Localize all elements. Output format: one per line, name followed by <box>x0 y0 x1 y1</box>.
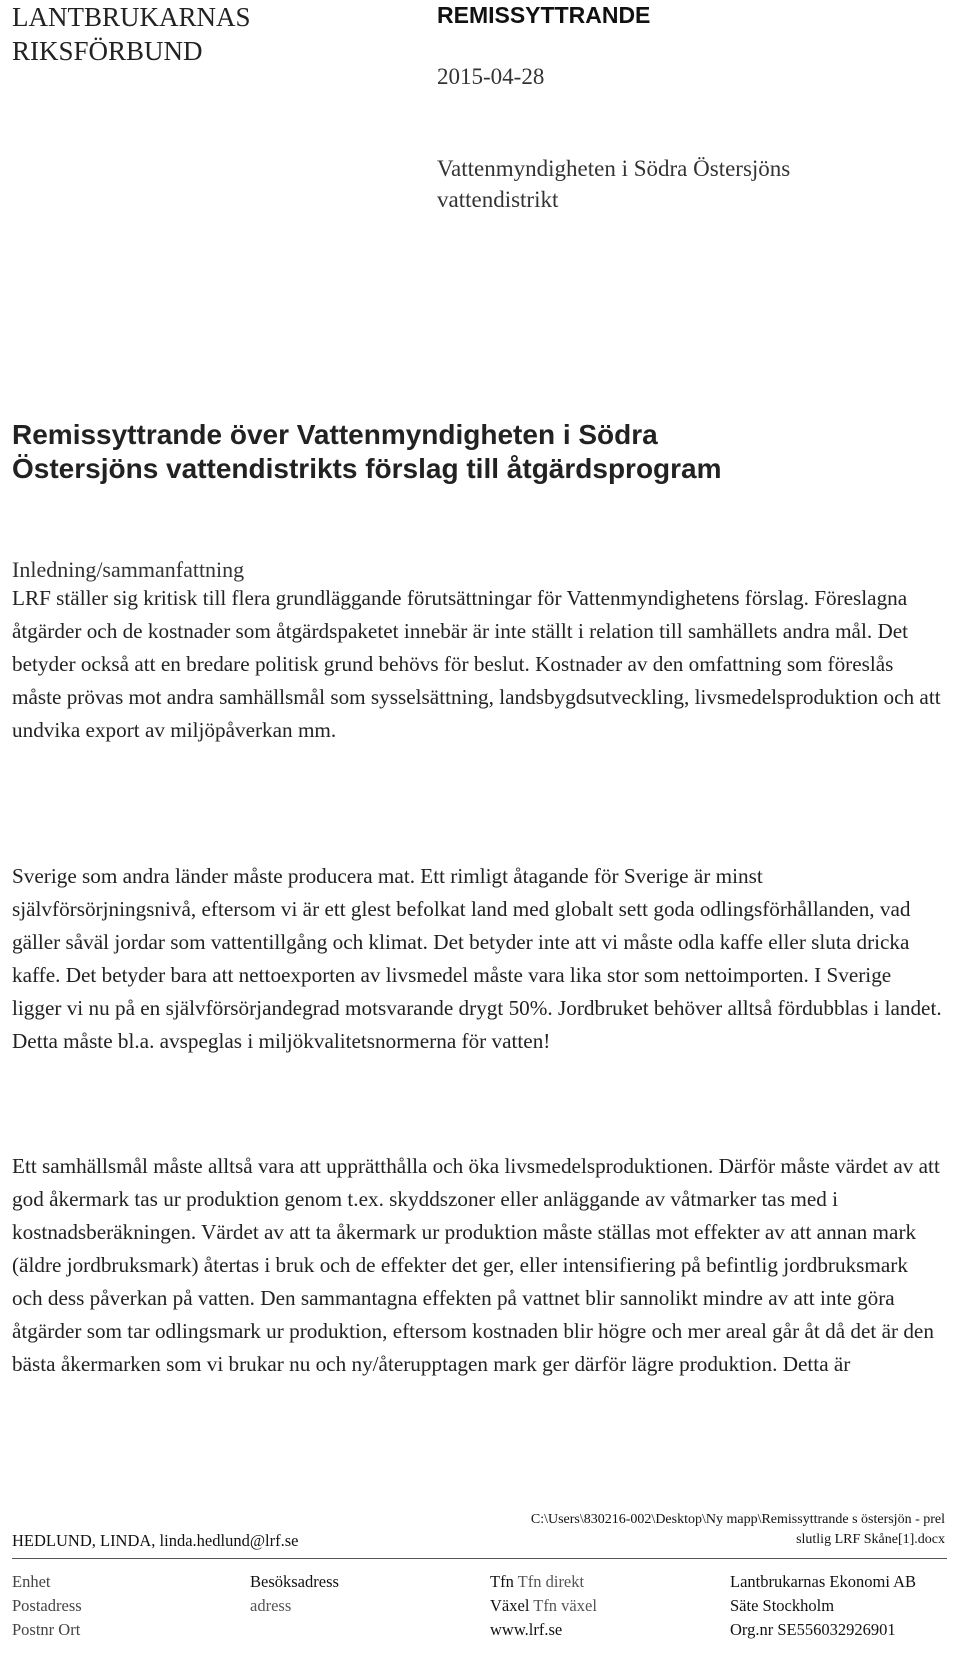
body-paragraph-1: LRF ställer sig kritisk till flera grundläggande förutsättningar för Vattenmyndighetens förslag. Föreslagna åtgärder och de kostnader som åtgärdspaketet innebär är inte ställt i relation till samhällets andra mål. Det betyder också att en bredare politisk grund behövs för beslut. Kostnader av den omfattning som föreslås måste prövas mot andra samhällsmål som sysselsättning, landsbygdsutveckling, livsmedelsproduktion och att undvika export av miljöpåverkan mm. <box>12 586 941 742</box>
footer-divider <box>12 1558 947 1559</box>
footer-postal-address: Postadress <box>12 1596 82 1615</box>
footer-company-name: Lantbrukarnas Ekonomi AB <box>730 1572 917 1591</box>
footer-column-company <box>730 1570 916 1642</box>
phone-direct-value: Tfn direkt <box>517 1572 585 1591</box>
footer-postal-city: Postnr Ort <box>12 1620 81 1639</box>
body-paragraph-3: Ett samhällsmål måste alltså vara att upprätthålla och öka livsmedelsproduktionen. Därför måste värdet av att god åkermark tas ur produktion genom t.ex. skyddszoner eller anläggande av våtmarker tas med i kostnadsberäkningen. Värdet av att ta åkermark ur produktion måste ställas mot effekter av att annan mark (äldre jordbruksmark) återtas i bruk och de effekter det ger, eller intensifiering på befintlig jordbruksmark och dess påverkan på vatten. Den sammantagna effekten på vattnet blir sannolikt mindre av att inte göra åtgärder som tar odlingsmark ur produktion, eftersom kostnaden blir högre och mer areal går åt då det är den bästa åkermarken som vi brukar nu och ny/återupptagen mark ger därför lägre produktion. Detta är <box>12 1154 940 1376</box>
section-heading: Inledning/sammanfattning <box>12 557 245 582</box>
phone-label: Tfn <box>490 1572 514 1591</box>
recipient-line1: Vattenmyndigheten i Södra Östersjöns <box>437 156 791 181</box>
footer-website-link[interactable]: www.lrf.se <box>490 1620 563 1639</box>
footer-column-visit <box>250 1570 339 1618</box>
footer-visiting-address: adress <box>250 1596 292 1615</box>
footer-column-phone <box>490 1570 597 1642</box>
footer-phone-direct <box>490 1570 597 1594</box>
footer-author: HEDLUND, LINDA, linda.hedlund@lrf.se <box>12 1531 299 1550</box>
recipient <box>437 153 937 215</box>
document-title <box>12 418 942 486</box>
footer-org-number: Org.nr SE556032926901 <box>730 1620 896 1639</box>
footer-unit: Enhet <box>12 1572 51 1591</box>
title-line1: Remissyttrande över Vattenmyndigheten i Södra <box>12 419 658 450</box>
file-path-line1: C:\Users\830216-002\Desktop\Ny mapp\Remissyttrande s östersjön - prel <box>530 1512 945 1527</box>
title-line2: Östersjöns vattendistrikts förslag till åtgärdsprogram <box>12 453 722 484</box>
body-paragraph-2: Sverige som andra länder måste producera mat. Ett rimligt åtagande för Sverige är minst självförsörjningsnivå, eftersom vi är ett glest befolkat land med globalt sett goda odlingsförhållanden, vad gäller såväl jordar som vattentillgång och klimat. Det betyder inte att vi måste odla kaffe eller sluta dricka kaffe. Det betyder bara att nettoexporten av livsmedel måste vara lika stor som nettoimporten. I Sverige ligger vi nu på en självförsörjandegrad motsvarande drygt 50%. Jordbruket behöver alltså fördubblas i landet. Detta måste bl.a. avspeglas i miljökvalitetsnormerna för vatten! <box>12 864 942 1053</box>
footer-company-seat: Säte Stockholm <box>730 1596 835 1615</box>
footer-file-path <box>490 1510 945 1550</box>
document-date: 2015-04-28 <box>437 64 545 89</box>
footer-visiting-address-label: Besöksadress <box>250 1572 339 1591</box>
org-name-line1: LANTBRUKARNAS <box>12 2 251 32</box>
org-name-line2: RIKSFÖRBUND <box>12 36 203 66</box>
document-type: REMISSYTTRANDE <box>437 2 651 28</box>
switchboard-value: Tfn växel <box>533 1596 597 1615</box>
footer-column-address <box>12 1570 82 1642</box>
file-path-line2: slutlig LRF Skåne[1].docx <box>796 1532 945 1547</box>
switchboard-label: Växel <box>490 1596 530 1615</box>
recipient-line2: vattendistrikt <box>437 187 559 212</box>
organization-name <box>12 0 251 68</box>
footer-phone-switchboard <box>490 1594 597 1618</box>
